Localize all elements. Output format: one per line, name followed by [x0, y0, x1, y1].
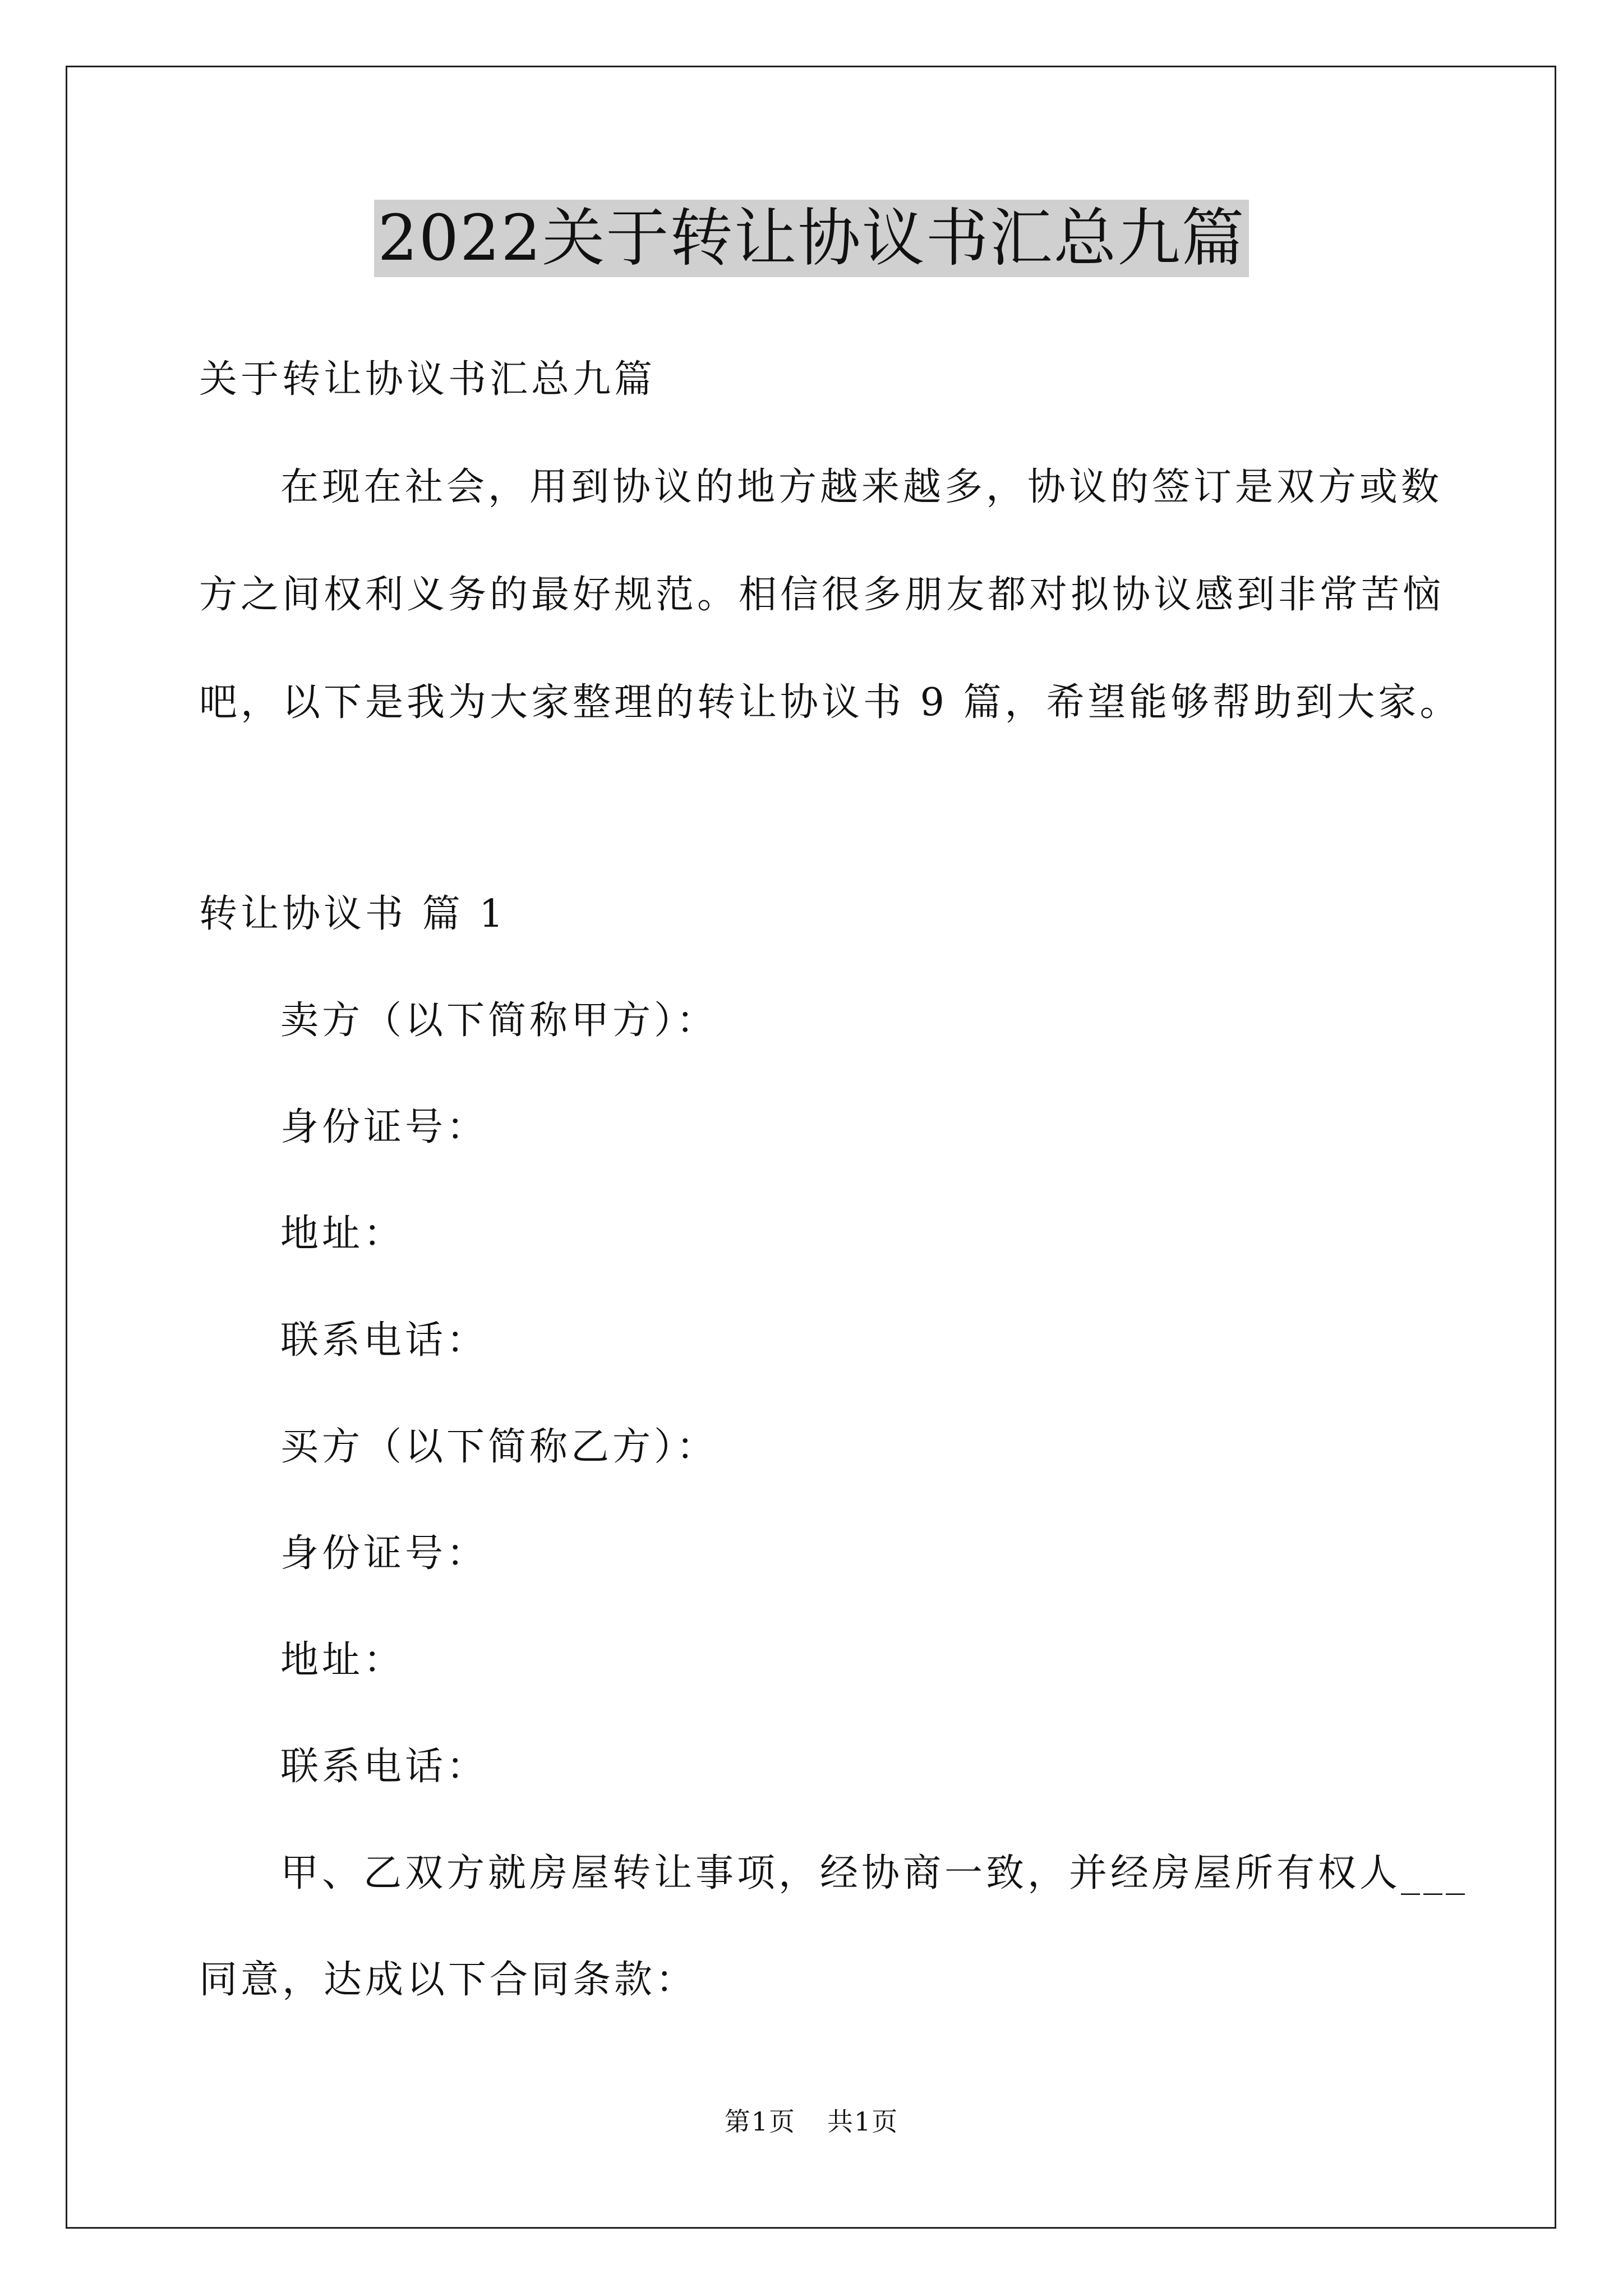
clause-line-2: 同意，达成以下合同条款： — [199, 1958, 698, 2002]
page-total: 共1页 — [827, 2106, 899, 2137]
buyer-id-label: 身份证号： — [280, 1531, 488, 1576]
buyer-label: 买方（以下简称乙方）： — [280, 1425, 718, 1469]
intro-line-3: 吧，以下是我为大家整理的转让协议书 9 篇，希望能够帮助到大家。 — [199, 680, 1461, 725]
seller-id-label: 身份证号： — [280, 1105, 488, 1149]
document-title — [0, 199, 1623, 278]
clause-line-1: 甲、乙双方就房屋转让事项，经协商一致，并经房屋所有权人___ — [280, 1851, 1469, 1895]
page-footer — [0, 2105, 1623, 2138]
section-heading: 转让协议书 篇 1 — [199, 892, 507, 936]
seller-phone-label: 联系电话： — [280, 1318, 488, 1363]
subtitle: 关于转让协议书汇总九篇 — [199, 357, 656, 402]
intro-line-2: 方之间权利义务的最好规范。相信很多朋友都对拟协议感到非常苦恼 — [199, 573, 1445, 617]
buyer-address-label: 地址： — [280, 1638, 405, 1682]
seller-label: 卖方（以下简称甲方）： — [280, 999, 718, 1043]
page-number: 第1页 — [724, 2106, 796, 2137]
intro-line-1: 在现在社会，用到协议的地方越来越多，协议的签订是双方或数 — [280, 465, 1443, 509]
buyer-phone-label: 联系电话： — [280, 1745, 488, 1789]
seller-address-label: 地址： — [280, 1212, 405, 1256]
document-title-text: 2022关于转让协议书汇总九篇 — [374, 200, 1248, 277]
